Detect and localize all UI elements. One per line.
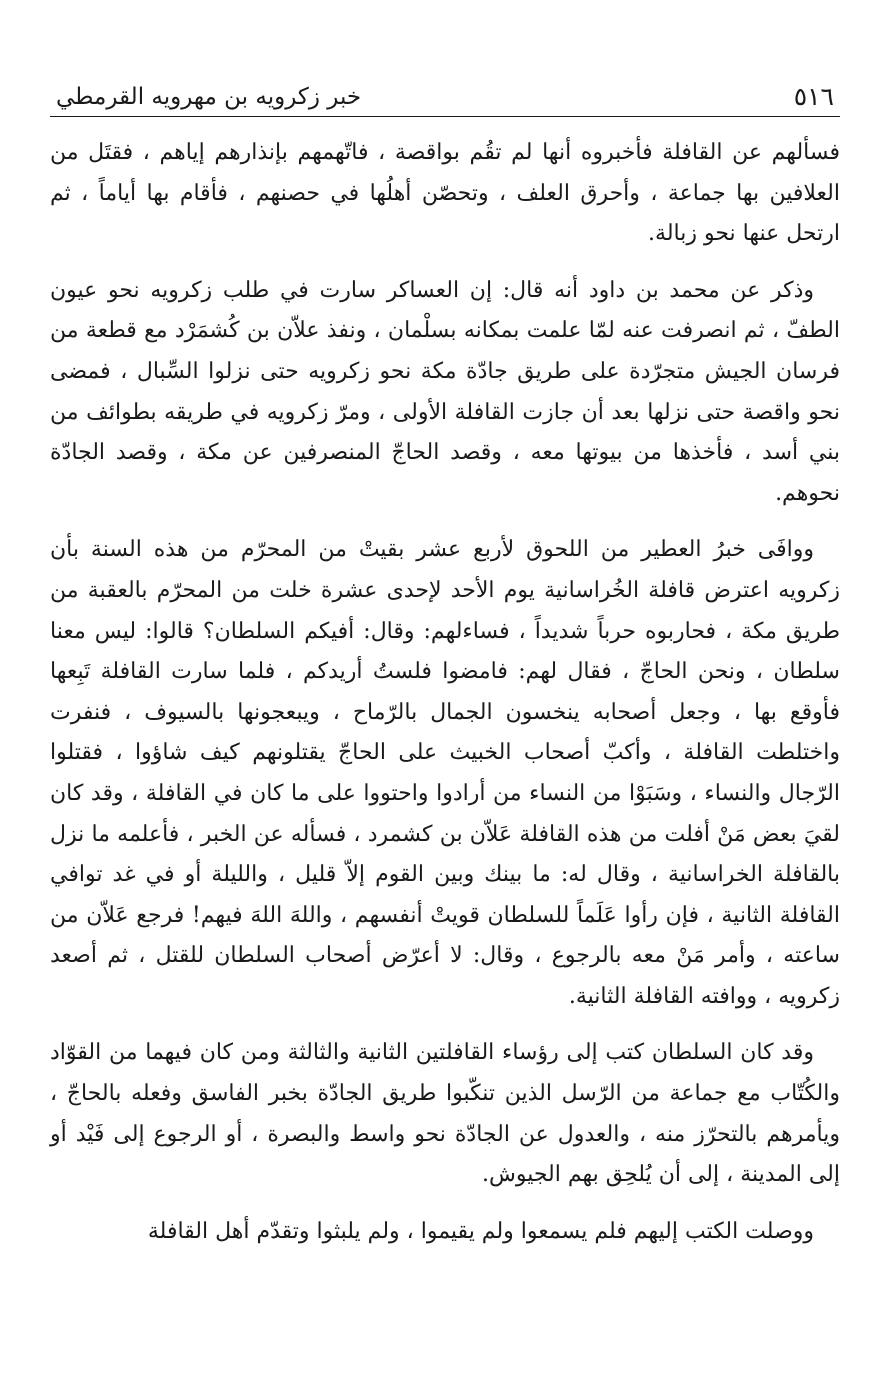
paragraph-5: ووصلت الكتب إليهم فلم يسمعوا ولم يقيموا ، ولم يلبثوا وتقدّم أهل القافلة	[147, 1218, 814, 1244]
paragraph-3: ووافَى خبرُ العطير من اللحوق لأربع عشر بقيتْ من المحرّم من هذه السنة بأن زكرويه اعترض قافلة الخُراسانية يوم الأحد لإحدى عشرة خلت من المحرّم بالعقبة من طريق مكة ، فحاربوه حرباً شديداً ، فساءلهم: وقال: أفيكم السلطان؟ قالوا: ليس معنا سلطان ، ونحن الحاجّ ، فقال لهم: فامضوا فلستُ أريدكم ، فلما سارت القافلة تَبِعها فأوقع بها ، وجعل أصحابه ينخسون الجمال بالرّماح ، ويبعجونها بالسيوف ، فنفرت واختلطت القافلة ، وأكبّ أصحاب الخبيث على الحاجّ يقتلونهم كيف شاؤوا ، فقتلوا الرّجال والنساء ، وسَبَوْا من النساء من أرادوا واحتووا على ما كان في القافلة ، وقد كان لقيَ بعض مَنْ أفلت من هذه القافلة عَلاّن بن كشمرد ، فسأله عن الخبر ، فأعلمه ما نزل بالقافلة الخراسانية ، وقال له: ما بينك وبين القوم إلاّ قليل ، والليلة أو في غد توافي القافلة الثانية ، فإن رأوا عَلَماً للسلطان قويتْ أنفسهم ، واللهَ اللهَ فيهم! فرجع عَلاّن من ساعته ، وأمر مَنْ معه بالرجوع ، وقال: لا أعرّض أصحاب السلطان للقتل ، ثم أصعد زكرويه ، ووافته القافلة الثانية.	[50, 537, 841, 1009]
book-page	[50, 78, 840, 1368]
paragraph-2: وذكر عن محمد بن داود أنه قال: إن العساكر سارت في طلب زكرويه نحو عيون الطفّ ، ثم انصرفت عنه لمّا علمت بمكانه بسلْمان ، ونفذ علاّن بن كُشمَرْد مع قطعة من فرسان الجيش متجرّدة على طريق جادّة مكة نحو زكرويه حتى نزلوا السِّبال ، فمضى نحو واقصة حتى نزلها بعد أن جازت القافلة الأولى ، ومرّ زكرويه في طريقه بطوائف من بني أسد ، فأخذها من بيوتها معه ، وقصد الحاجّ المنصرفين عن مكة ، وقصد الجادّة نحوهم.	[50, 277, 840, 506]
page-number: ٥١٦	[793, 82, 834, 111]
paragraph-4: وقد كان السلطان كتب إلى رؤساء القافلتين الثانية والثالثة ومن كان فيهما من القوّاد والكُتّاب مع جماعة من الرّسل الذين تنكّبوا طريق الجادّة بخبر الفاسق وفعله بالحاجّ ، ويأمرهم بالتحرّز منه ، والعدول عن الجادّة نحو واسط والبصرة ، أو الرجوع إلى فَيْد أو إلى المدينة ، إلى أن يُلحِق بهم الجيوش.	[50, 1040, 840, 1188]
body-text	[50, 133, 840, 1252]
header-rule	[50, 116, 840, 117]
paragraph-1: فسألهم عن القافلة فأخبروه أنها لم تقُم بواقصة ، فاتّهمهم بإنذارهم إياهم ، فقتَل من العلافين بها جماعة ، وأحرق العلف ، وتحصّن أهلُها في حصنهم ، فأقام بها أياماً ، ثم ارتحل عنها نحو زبالة.	[50, 140, 840, 247]
running-title: خبر زكرويه بن مهرويه القرمطي	[56, 84, 362, 110]
running-head	[50, 78, 840, 112]
